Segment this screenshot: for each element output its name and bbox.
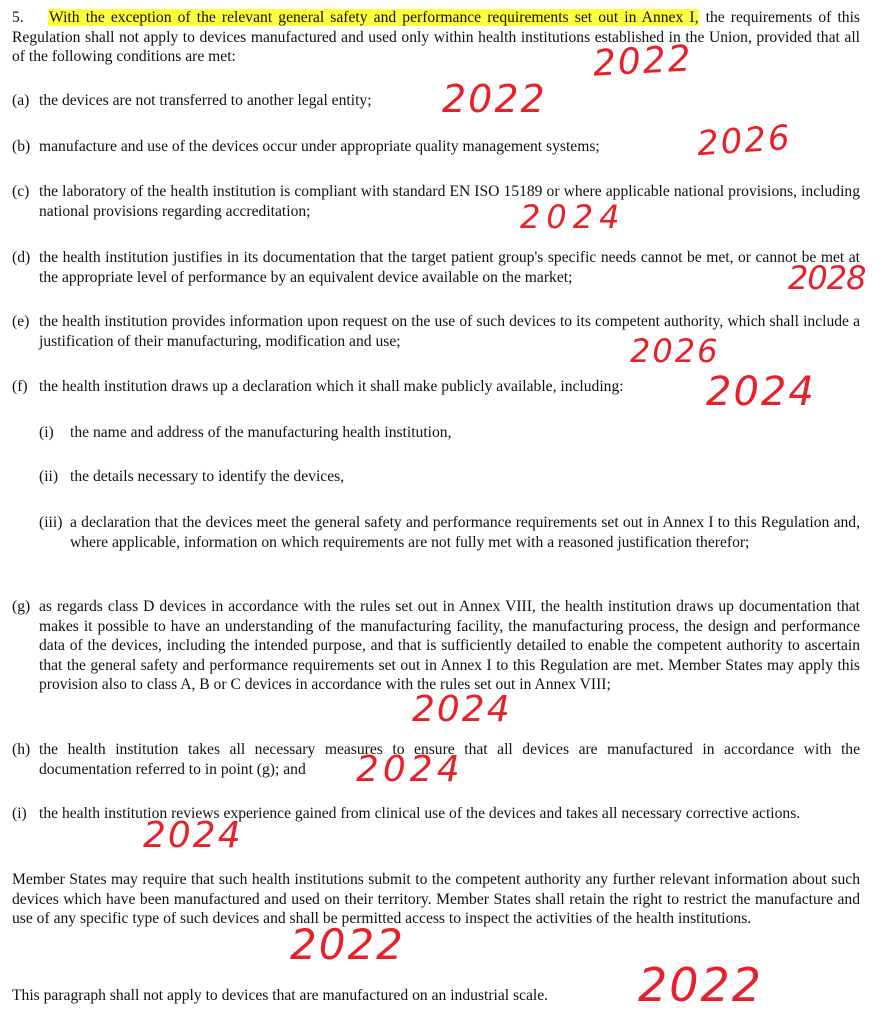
item-text-g: as regards class D devices in accordance with the rules set out in Annex VIII, the health institution draws up documentation that makes it possible to have an understanding of the manufacturing facility, the manufacturing process, the design and performance data of the devices, including the intended purpose, and that is sufficiently detailed to enable the competent authority to ascertain that the general safety and performance requirements set out in Annex I to this Regulation are met. Member States may apply this provision also to class A, B or C devices in accordance with the rules set out in Annex VIII; [39, 598, 860, 693]
handwritten-year-intro: 2022 [591, 38, 694, 85]
item-text-d: the health institution justifies in its documentation that the target patient group's specific needs cannot be met, or cannot be met at the appropriate level of performance by an equivalent device available on the market; [39, 249, 860, 286]
handwritten-year-h: 2024 [356, 749, 464, 790]
item-label-e: (e) [12, 313, 30, 330]
item-label-f: (f) [12, 378, 28, 395]
item-label-d: (d) [12, 249, 31, 266]
subitem-label-iii: (iii) [39, 514, 63, 531]
handwritten-year-a: 2022 [442, 77, 547, 121]
item-label-g: (g) [12, 598, 31, 615]
subitem-text-ii: the details necessary to identify the devices, [70, 468, 345, 485]
subitem-label-ii: (ii) [39, 468, 59, 485]
item-text-b: manufacture and use of the devices occur under appropriate quality management systems; [39, 138, 600, 155]
closing-paragraph-2: This paragraph shall not apply to devices that are manufactured on an industrial scale. [12, 987, 549, 1004]
item-text-e: the health institution provides information upon request on the use of such devices to its competent authority, which shall include a justification of their manufacturing, modification and use; [39, 313, 860, 350]
handwritten-year-b: 2026 [695, 117, 793, 165]
paragraph-text: the requirements of this Regulation shall not apply to devices manufactured and used only within health institutions established in the Union, provided that all of the following conditions are met: [12, 9, 860, 65]
subitem-text-iii: a declaration that the devices meet the general safety and performance requirements set out in Annex I to this Regulation and, where applicable, information on which requirements are not fully met with a reasoned justification therefor; [70, 514, 860, 551]
handwritten-year-i: 2024 [143, 815, 243, 856]
handwritten-year-closing2: 2022 [638, 958, 764, 1012]
item-label-a: (a) [12, 92, 30, 109]
handwritten-year-c: 2024 [520, 198, 626, 236]
handwritten-year-e: 2026 [630, 332, 720, 370]
item-label-h: (h) [12, 741, 31, 758]
highlighted-text: With the exception of the relevant general safety and performance requirements set out in Annex I, [49, 9, 699, 26]
closing-paragraph-1: Member States may require that such health institutions submit to the competent authority any further relevant information about such devices which have been manufactured and used on their territory. Member States shall retain the right to restrict the manufacture and use of any specific type of such devices and shall be permitted access to inspect the activities of the health institutions. [12, 871, 860, 927]
handwritten-year-f: 2024 [706, 369, 816, 415]
handwritten-year-d: 2028 [788, 259, 866, 297]
item-label-c: (c) [12, 183, 30, 200]
subitem-label-i: (i) [39, 424, 54, 441]
item-label-b: (b) [12, 138, 31, 155]
item-text-h: the health institution takes all necessary measures to ensure that all devices are manufactured in accordance with the documentation referred to in point (g); and [39, 741, 860, 778]
handwritten-year-closing1: 2022 [290, 920, 405, 969]
item-text-i: the health institution reviews experience gained from clinical use of the devices and takes all necessary corrective actions. [39, 805, 801, 822]
paragraph-number: 5. [12, 9, 24, 26]
item-label-i: (i) [12, 805, 27, 822]
item-text-c: the laboratory of the health institution is compliant with standard EN ISO 15189 or where applicable national provisions, including national provisions regarding accreditation; [39, 183, 860, 220]
handwritten-year-g: 2024 [412, 689, 512, 730]
item-text-f: the health institution draws up a declaration which it shall make publicly available, including: [39, 378, 624, 395]
subitem-text-i: the name and address of the manufacturing health institution, [70, 424, 452, 441]
item-text-a: the devices are not transferred to another legal entity; [39, 92, 372, 109]
paragraph-5 [12, 8, 860, 67]
